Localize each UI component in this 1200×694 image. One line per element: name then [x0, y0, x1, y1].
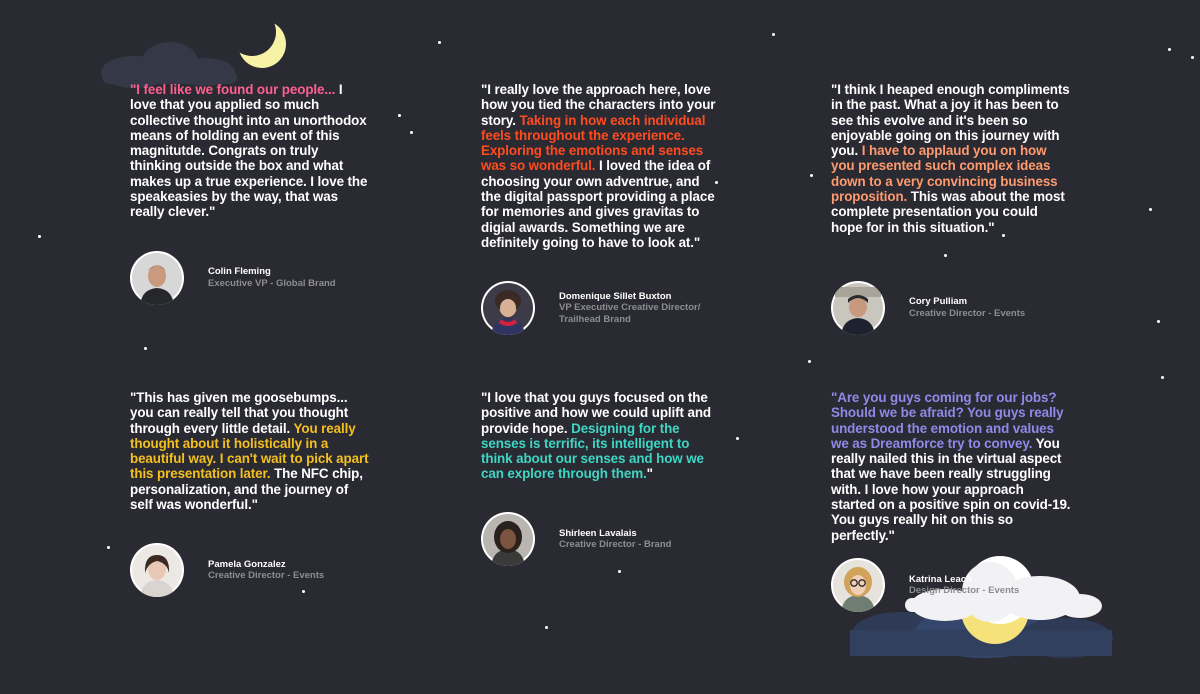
star-icon — [1168, 48, 1171, 51]
quote-text: I love that you applied so much collective thought into an unorthodox means of holding an event of this magnitutde. Congrats on truly thinking outside the box and what makes up a true experience. I love the speakeasies by the way, that was really clever." — [130, 82, 368, 220]
star-icon — [772, 33, 775, 36]
quote-text: "I love that you guys focused on the positive and how we could uplift and provide hope. — [481, 390, 711, 436]
star-icon — [38, 235, 41, 238]
quote-highlight: Designing for the senses is terrific, its intelligent to think about our senses and how we can explore through them. — [481, 420, 704, 482]
testimonial-card — [831, 390, 1071, 543]
star-icon — [1191, 56, 1194, 59]
quote-text: "This has given me goosebumps... you can really tell that you thought through every little detail. — [130, 390, 349, 436]
quote-mark: " — [831, 390, 838, 405]
testimonial-card — [130, 390, 370, 512]
author-role: Creative Director - Events — [909, 308, 1026, 319]
star-icon — [810, 174, 813, 177]
testimonial-author — [130, 543, 390, 599]
quote-highlight: Are you guys coming for our jobs? Should we be afraid? You guys really understood the emotion and values we as Dreamforce try to convey. — [831, 390, 1064, 451]
author-role: VP Executive Creative Director/ Trailhead Brand — [559, 302, 701, 325]
author-role: Creative Director - Brand — [559, 539, 672, 550]
testimonial-author — [481, 512, 741, 568]
crescent-moon-icon — [228, 8, 286, 68]
author-name: Shirleen Lavalais — [559, 528, 637, 539]
star-icon — [144, 347, 147, 350]
star-icon — [107, 546, 110, 549]
avatar — [831, 281, 885, 335]
star-icon — [618, 570, 621, 573]
author-name: Pamela Gonzalez — [208, 559, 286, 570]
testimonial-quote — [130, 390, 370, 512]
quote-text: "I really love the approach here, love how you tied the characters into your story. — [481, 82, 716, 128]
testimonial-author — [831, 558, 1091, 614]
author-role: Creative Director - Events — [208, 570, 325, 581]
avatar — [481, 512, 535, 566]
quote-text: "I think I heaped enough compliments in the past. What a joy it has been to see this evolve and it's been so enjoyable going on this journey with you. — [831, 82, 1070, 159]
star-icon — [736, 437, 739, 440]
star-icon — [1157, 320, 1160, 323]
star-icon — [545, 626, 548, 629]
testimonial-card — [481, 82, 721, 250]
avatar — [481, 281, 535, 335]
avatar — [831, 558, 885, 612]
star-icon — [808, 360, 811, 363]
testimonial-author — [130, 251, 390, 307]
testimonial-quote — [130, 82, 370, 220]
testimonial-author — [481, 281, 741, 337]
quote-mark: " — [130, 82, 137, 97]
quote-highlight: I feel like we found our people... — [136, 82, 336, 97]
star-icon — [398, 114, 401, 117]
star-icon — [944, 254, 947, 257]
testimonial-quote — [481, 82, 721, 250]
quote-text: You really nailed this in the virtual aspect that we have been really struggling with. I love how your approach started on a positive spin on covid-19. You guys really hit on this so perfectly." — [831, 435, 1071, 543]
quote-highlight: Taking in how each individual feels throughout the experience. Exploring the emotions and senses was so wonderful. — [481, 112, 706, 174]
author-role: Executive VP - Global Brand — [208, 278, 336, 289]
testimonial-quote — [481, 390, 721, 482]
quote-text: I loved the idea of choosing your own adventrue, and the digital passport providing a place for memories and gives gravitas to digial awards. Something we are definitely going to have to look at." — [481, 158, 715, 250]
quote-highlight: You really thought about it holistically in a beautiful way. I can't wait to pick apart this presentation later. — [130, 420, 369, 482]
author-name: Katrina Leach — [909, 574, 972, 585]
testimonial-quote — [831, 82, 1071, 235]
star-icon — [438, 41, 441, 44]
quote-text: The NFC chip, personalization, and the journey of self was wonderful." — [130, 466, 363, 513]
testimonial-card — [831, 82, 1071, 235]
quote-highlight: I have to applaud you on how you presented such complex ideas down to a very convincing business proposition. — [831, 143, 1058, 205]
star-icon — [1149, 208, 1152, 211]
star-icon — [1161, 376, 1164, 379]
author-name: Colin Fleming — [208, 266, 271, 277]
testimonial-author — [831, 281, 1091, 337]
testimonial-card — [130, 82, 370, 220]
avatar — [130, 251, 184, 305]
quote-text: This was about the most complete presentation you could hope for in this situation." — [831, 189, 1065, 235]
author-name: Cory Pulliam — [909, 296, 968, 307]
star-icon — [410, 131, 413, 134]
quote-text: " — [646, 466, 653, 482]
testimonial-quote — [831, 390, 1071, 543]
author-role: Design Director - Events — [909, 585, 1020, 596]
avatar — [130, 543, 184, 597]
testimonial-card — [481, 390, 721, 482]
author-name: Domenique Sillet Buxton — [559, 291, 672, 302]
